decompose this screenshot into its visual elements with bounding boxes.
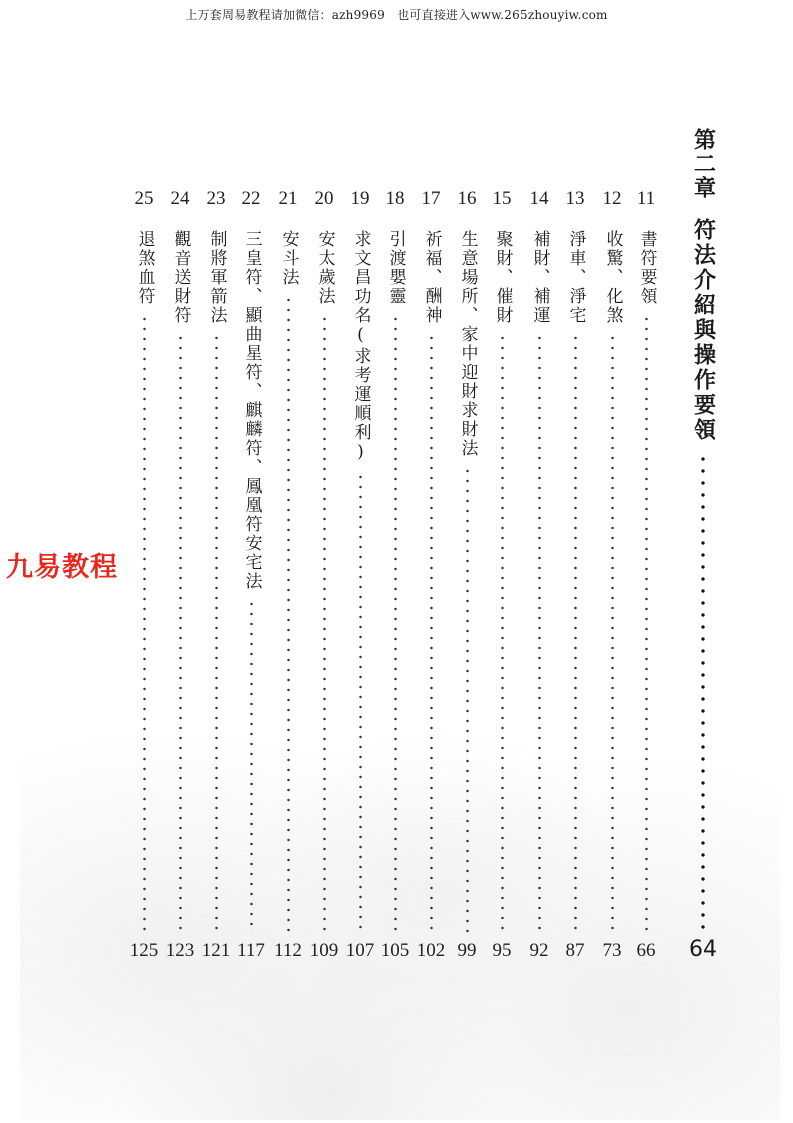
entry-title: 三皇符、顯曲星符、麒麟符、鳳凰符安宅法 bbox=[241, 230, 262, 591]
toc-entry bbox=[522, 188, 556, 963]
leader-dots bbox=[538, 333, 541, 933]
chapter-page-number: 64 bbox=[689, 937, 717, 962]
entry-page-number: 117 bbox=[237, 940, 265, 961]
entry-number: 23 bbox=[206, 188, 226, 209]
entry-page-number: 112 bbox=[274, 940, 302, 961]
toc-entry bbox=[234, 188, 268, 963]
entry-title: 補財、補運 bbox=[529, 230, 550, 325]
entry-page-number: 107 bbox=[345, 940, 375, 961]
entry-number: 20 bbox=[314, 188, 334, 209]
entry-page-number: 109 bbox=[309, 940, 339, 961]
entry-number: 11 bbox=[636, 188, 656, 209]
entry-number: 18 bbox=[385, 188, 405, 209]
leader-dots bbox=[701, 453, 705, 929]
entry-page-number: 92 bbox=[529, 940, 549, 961]
entry-page-number: 95 bbox=[492, 940, 512, 961]
entry-number: 22 bbox=[241, 188, 261, 209]
leader-dots bbox=[574, 333, 577, 933]
entry-title: 祈福、酬神 bbox=[421, 230, 442, 325]
entry-title: 收驚、化煞 bbox=[602, 230, 623, 325]
toc-entry bbox=[271, 188, 305, 963]
entry-page-number: 73 bbox=[602, 940, 622, 961]
leader-dots bbox=[179, 333, 182, 933]
toc-entry bbox=[595, 188, 629, 963]
leader-dots bbox=[466, 466, 469, 933]
entry-title: 淨車、淨宅 bbox=[565, 230, 586, 325]
entry-page-number: 121 bbox=[201, 940, 231, 961]
entry-page-number: 102 bbox=[416, 940, 446, 961]
entry-number: 19 bbox=[350, 188, 370, 209]
entry-title: 安太歲法 bbox=[314, 230, 335, 306]
leader-dots bbox=[287, 295, 290, 933]
chapter-label: 第二章 bbox=[690, 128, 716, 200]
leader-dots bbox=[501, 333, 504, 933]
entry-title: 聚財、催財 bbox=[492, 230, 513, 325]
toc-entry bbox=[378, 188, 412, 963]
entry-title: 觀音送財符 bbox=[170, 230, 191, 325]
toc-entry bbox=[414, 188, 448, 963]
entry-title: 制將軍箭法 bbox=[206, 230, 227, 325]
stamp-watermark: 九易教程 bbox=[6, 552, 118, 583]
entry-title: 書符要領 bbox=[636, 230, 657, 306]
entry-page-number: 87 bbox=[565, 940, 585, 961]
leader-dots bbox=[645, 314, 648, 933]
toc-entry bbox=[558, 188, 592, 963]
entry-number: 14 bbox=[529, 188, 549, 209]
toc-entry bbox=[127, 188, 161, 963]
entry-title: 退煞血符 bbox=[134, 230, 155, 306]
entry-page-number: 125 bbox=[129, 940, 159, 961]
entry-page-number: 105 bbox=[380, 940, 410, 961]
toc-entry bbox=[163, 188, 197, 963]
entry-title: 求文昌功名(求考運順利) bbox=[350, 230, 371, 464]
entry-page-number: 99 bbox=[457, 940, 477, 961]
leader-dots bbox=[430, 333, 433, 933]
toc-entry bbox=[629, 188, 663, 963]
entry-page-number: 123 bbox=[165, 940, 195, 961]
entry-page-number: 66 bbox=[636, 940, 656, 961]
entry-number: 15 bbox=[492, 188, 512, 209]
leader-dots bbox=[250, 599, 253, 933]
leader-dots bbox=[611, 333, 614, 933]
entry-title: 生意場所、家中迎財求財法 bbox=[457, 230, 478, 458]
leader-dots bbox=[359, 472, 362, 933]
chapter-heading bbox=[683, 128, 723, 963]
entry-number: 24 bbox=[170, 188, 190, 209]
leader-dots bbox=[323, 314, 326, 933]
entry-number: 25 bbox=[134, 188, 154, 209]
entry-number: 12 bbox=[602, 188, 622, 209]
entry-title: 安斗法 bbox=[278, 230, 299, 287]
header-watermark: 上万套周易教程请加微信：azh9969 也可直接进入www.265zhouyiw.com bbox=[185, 8, 608, 22]
leader-dots bbox=[143, 314, 146, 933]
entry-number: 13 bbox=[565, 188, 585, 209]
toc-entry bbox=[343, 188, 377, 963]
entry-title: 引渡嬰靈 bbox=[385, 230, 406, 306]
toc-entry bbox=[307, 188, 341, 963]
leader-dots bbox=[215, 333, 218, 933]
chapter-title: 符法介紹與操作要領 bbox=[690, 218, 716, 443]
toc-entry bbox=[199, 188, 233, 963]
toc-entry bbox=[485, 188, 519, 963]
entry-number: 21 bbox=[278, 188, 298, 209]
leader-dots bbox=[394, 314, 397, 933]
entry-number: 16 bbox=[457, 188, 477, 209]
toc-entry bbox=[450, 188, 484, 963]
entry-number: 17 bbox=[421, 188, 441, 209]
